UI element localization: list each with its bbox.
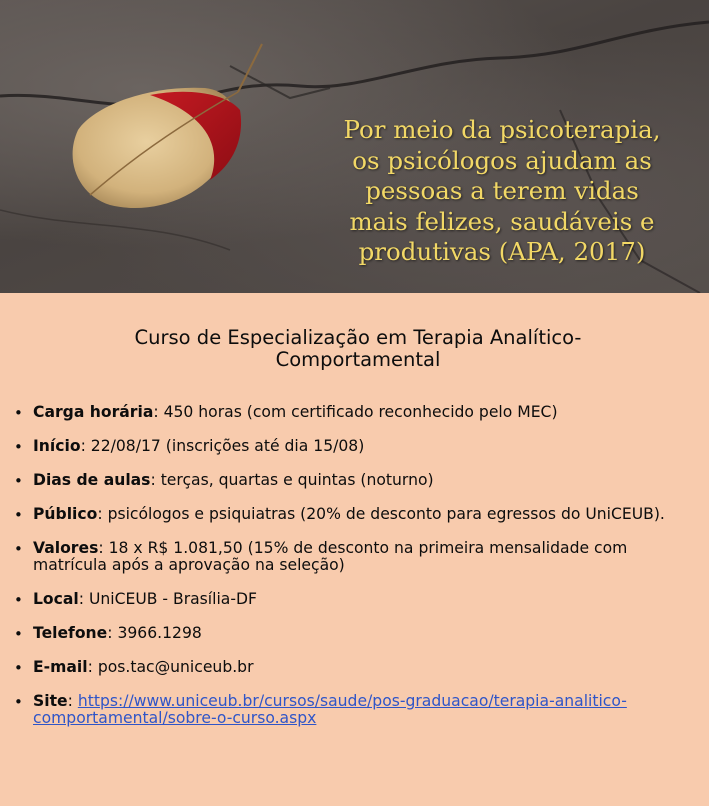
bullet-icon: • bbox=[14, 625, 23, 643]
bullet-icon: • bbox=[14, 659, 23, 677]
detail-label: Público bbox=[33, 505, 98, 523]
detail-separator: : bbox=[150, 471, 161, 489]
detail-item bbox=[0, 540, 709, 574]
detail-value: 450 horas (com certificado reconhecido pelo MEC) bbox=[163, 403, 558, 421]
detail-label: E-mail bbox=[33, 658, 88, 676]
detail-item bbox=[0, 506, 709, 523]
detail-separator: : bbox=[107, 624, 118, 642]
bullet-icon: • bbox=[14, 472, 23, 490]
detail-label: Carga horária bbox=[33, 403, 154, 421]
detail-label: Valores bbox=[33, 539, 99, 557]
detail-label: Dias de aulas bbox=[33, 471, 151, 489]
detail-item bbox=[0, 625, 709, 642]
detail-separator: : bbox=[80, 437, 91, 455]
detail-label: Início bbox=[33, 437, 81, 455]
detail-label: Local bbox=[33, 590, 79, 608]
detail-separator: : bbox=[97, 505, 108, 523]
detail-value: psicólogos e psiquiatras (20% de desconto para egressos do UniCEUB). bbox=[107, 505, 665, 523]
detail-label: Site bbox=[33, 692, 68, 710]
detail-item bbox=[0, 693, 709, 727]
bullet-icon: • bbox=[14, 693, 23, 711]
detail-value: 22/08/17 (inscrições até dia 15/08) bbox=[90, 437, 365, 455]
detail-value: terças, quartas e quintas (noturno) bbox=[160, 471, 434, 489]
course-details-list bbox=[0, 404, 709, 744]
detail-value: 18 x R$ 1.081,50 (15% de desconto na primeira mensalidade com matrícula após a aprovação na seleção) bbox=[33, 539, 628, 574]
detail-separator: : bbox=[87, 658, 98, 676]
bullet-icon: • bbox=[14, 438, 23, 456]
detail-value: UniCEUB - Brasília-DF bbox=[88, 590, 257, 608]
detail-value: pos.tac@uniceub.br bbox=[97, 658, 254, 676]
detail-separator: : bbox=[78, 590, 89, 608]
detail-separator: : bbox=[67, 692, 78, 710]
course-title: Curso de Especialização em Terapia Analítico-Comportamental bbox=[134, 326, 582, 371]
bullet-icon: • bbox=[14, 591, 23, 609]
bullet-icon: • bbox=[14, 404, 23, 422]
hero-photo bbox=[0, 0, 709, 293]
detail-item bbox=[0, 438, 709, 455]
detail-value: 3966.1298 bbox=[117, 624, 202, 642]
bullet-icon: • bbox=[14, 540, 23, 558]
hero-quote: Por meio da psicoterapia, os psicólogos ajudam as pessoas a terem vidas mais felizes, saudáveis e produtivas (APA, 2017) bbox=[343, 115, 661, 266]
detail-item bbox=[0, 659, 709, 676]
bullet-icon: • bbox=[14, 506, 23, 524]
detail-item bbox=[0, 591, 709, 608]
site-link[interactable]: https://www.uniceub.br/cursos/saude/pos-graduacao/terapia-analitico-comportamental/sobre-o-curso.aspx bbox=[33, 692, 627, 727]
detail-separator: : bbox=[153, 403, 164, 421]
detail-item bbox=[0, 404, 709, 421]
detail-item bbox=[0, 472, 709, 489]
detail-separator: : bbox=[98, 539, 109, 557]
detail-label: Telefone bbox=[33, 624, 108, 642]
